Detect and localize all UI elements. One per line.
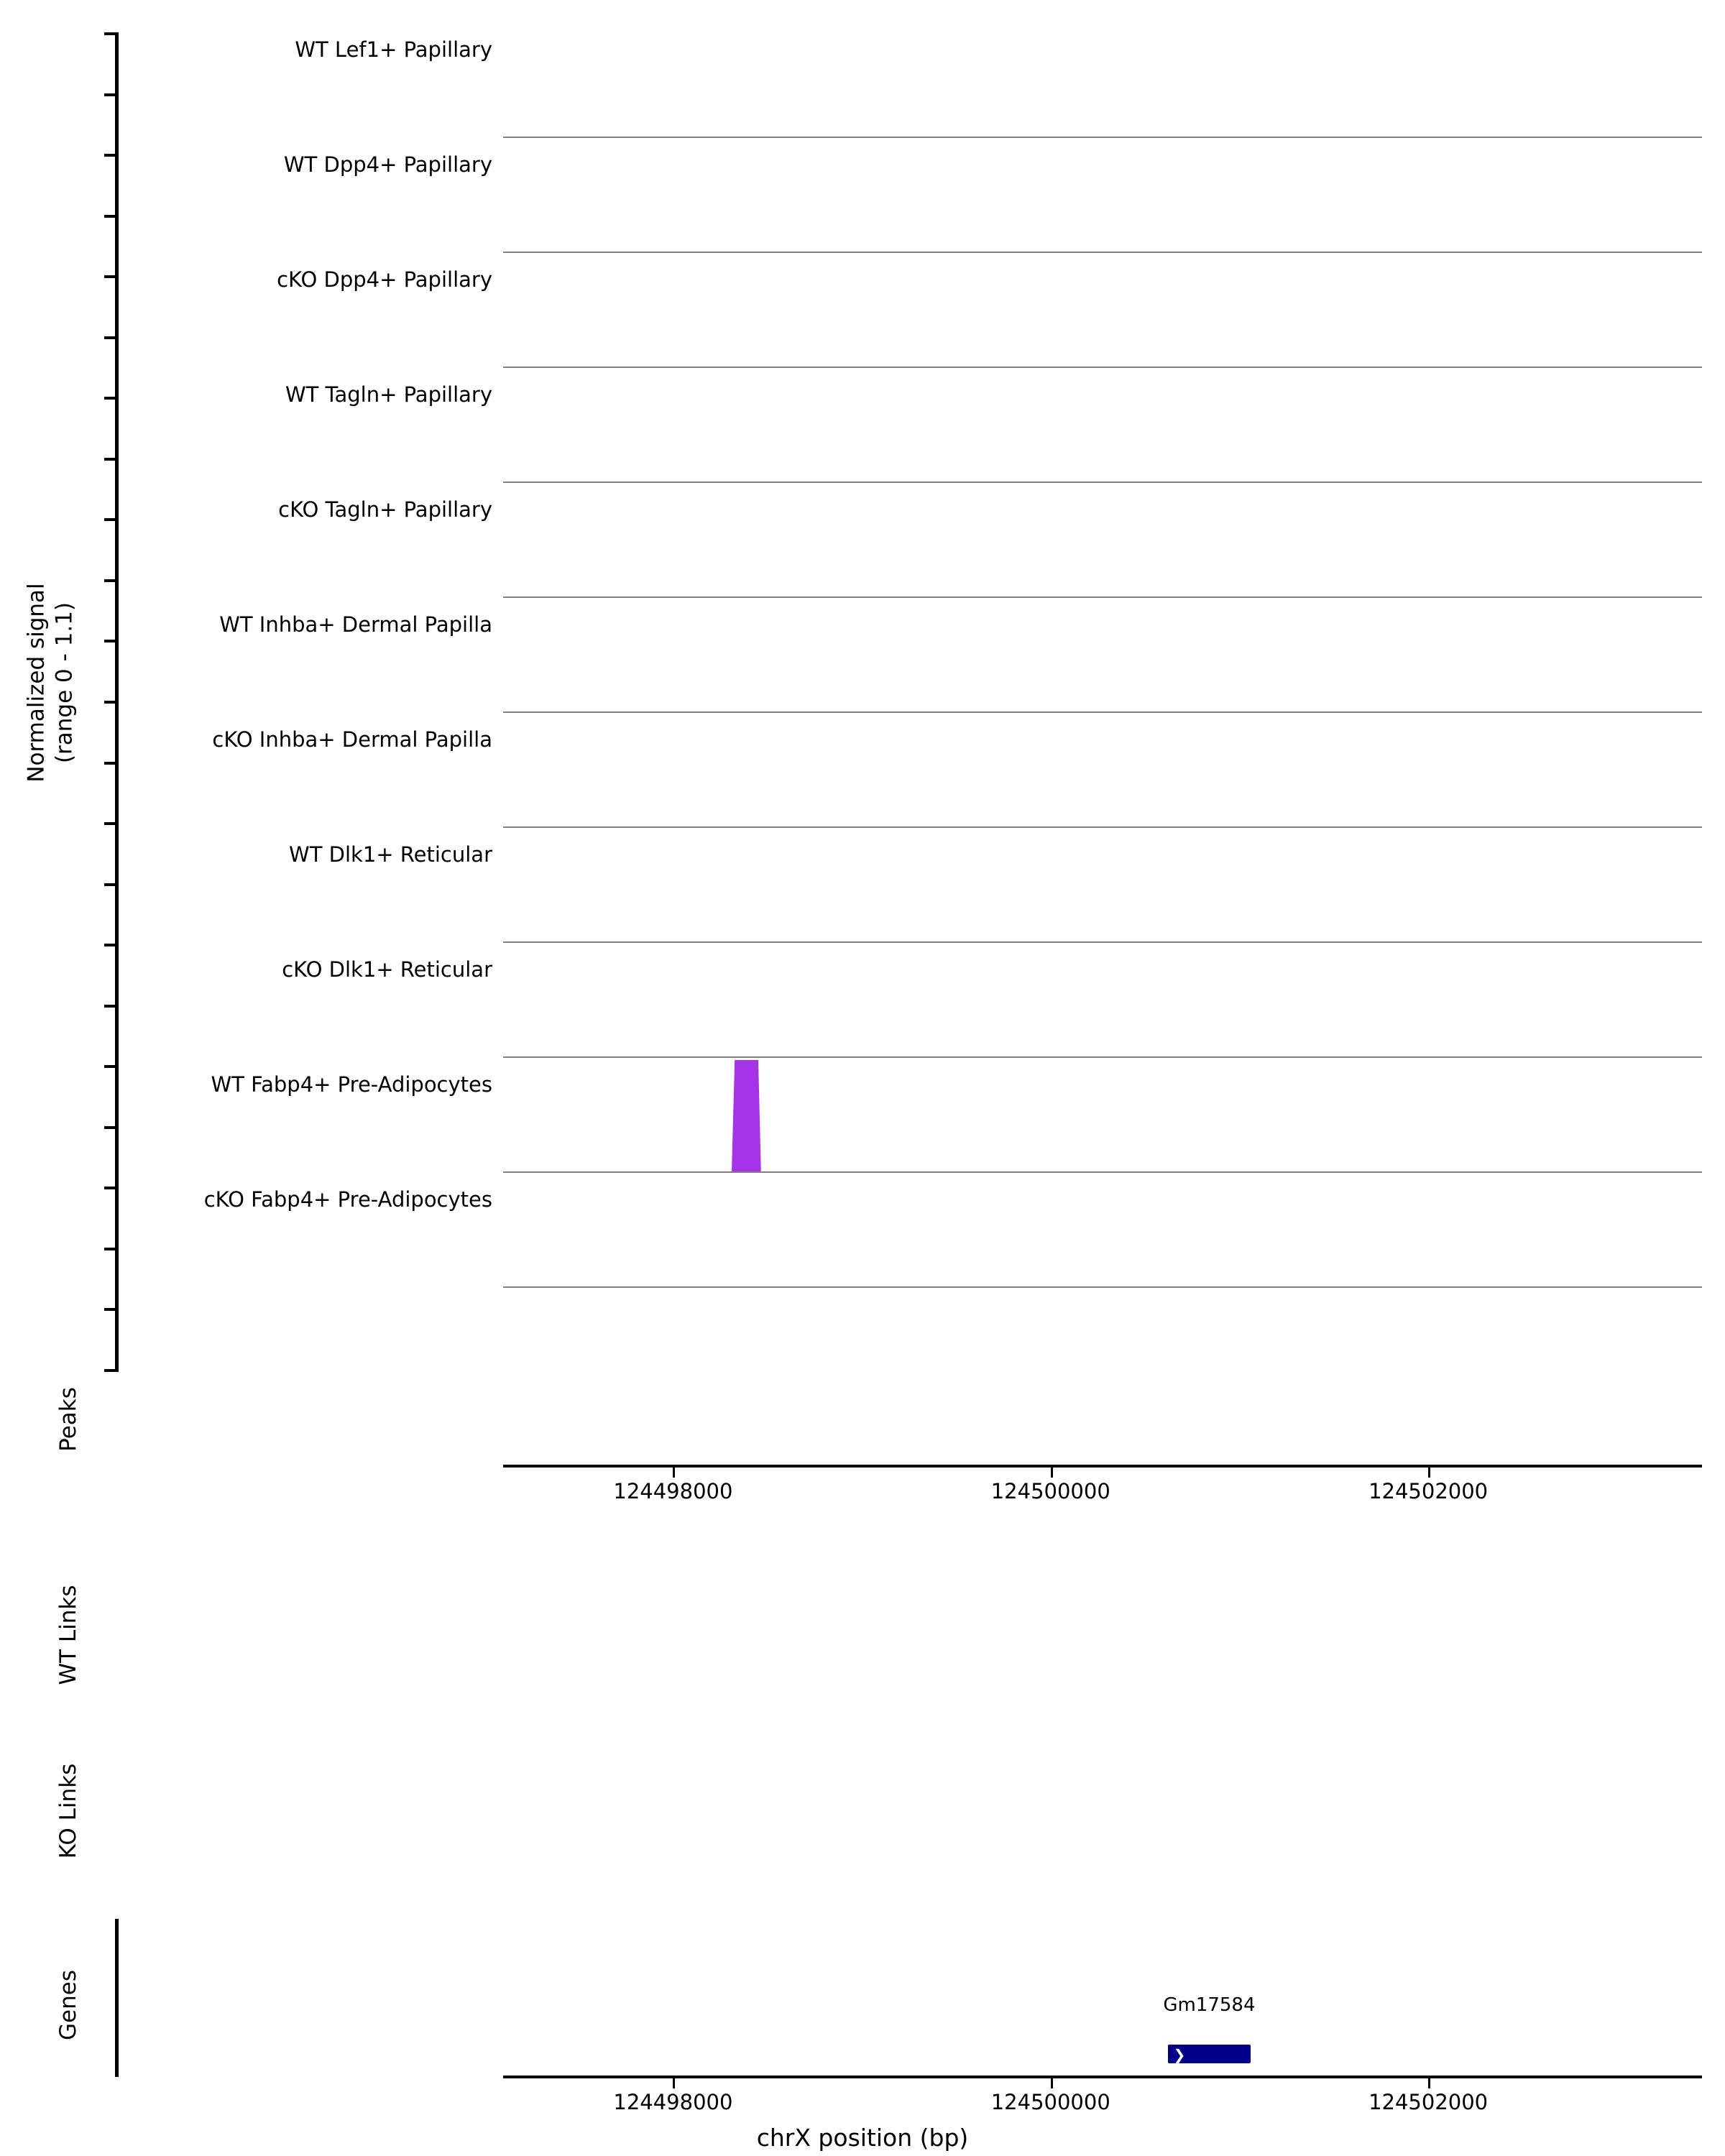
x-axis-tick-label: 124502000 — [1368, 1479, 1489, 1503]
y-axis-label — [22, 583, 78, 782]
track-baseline — [503, 482, 1702, 483]
x-axis-tick-label: 124500000 — [990, 1479, 1110, 1503]
x-axis-tick-label: 124502000 — [1368, 2090, 1489, 2114]
y-axis-tick — [104, 518, 119, 521]
y-axis-tick — [104, 1126, 119, 1129]
track-label: cKO Inhba+ Dermal Papilla — [212, 727, 492, 752]
track-label: cKO Dpp4+ Papillary — [277, 267, 492, 292]
y-axis-tick — [104, 1187, 119, 1189]
track-baseline — [503, 711, 1702, 713]
y-axis-tick — [104, 215, 119, 218]
y-axis-tick — [104, 822, 119, 825]
x-axis-title: chrX position (bp) — [756, 2124, 969, 2152]
x-axis-tick — [1051, 1468, 1053, 1478]
track-baseline — [503, 826, 1702, 828]
y-axis-tick — [104, 458, 119, 461]
y-axis-tick — [104, 640, 119, 642]
track-label: WT Lef1+ Papillary — [295, 37, 492, 62]
x-axis-tick — [1428, 1468, 1430, 1478]
gene-strand-marker: ❯ — [1173, 2046, 1186, 2063]
y-axis-tick — [104, 93, 119, 96]
track-label: WT Tagln+ Papillary — [285, 382, 492, 407]
y-axis-label-container — [22, 503, 79, 862]
track-baseline — [503, 137, 1702, 138]
track-label: WT Inhba+ Dermal Papilla — [219, 612, 492, 637]
x-axis-tick — [673, 1468, 675, 1478]
x-axis-tick-label: 124498000 — [613, 1479, 733, 1503]
y-axis-label-line1: Normalized signal — [23, 583, 50, 783]
section-label-ko-links: KO Links — [55, 1763, 81, 1859]
track-baseline — [503, 1056, 1702, 1058]
y-axis-tick — [104, 32, 119, 35]
genes-panel-axis-spine — [115, 1919, 119, 2077]
x-axis-tick — [1051, 2078, 1053, 2088]
x-axis-tick-label: 124500000 — [990, 2090, 1110, 2114]
y-axis-tick — [104, 883, 119, 886]
y-axis-tick — [104, 1308, 119, 1311]
gene-label: Gm17584 — [1163, 1994, 1256, 2016]
y-axis-tick — [104, 944, 119, 946]
section-label-wt-links: WT Links — [55, 1585, 81, 1685]
track-baseline — [503, 1286, 1702, 1288]
y-axis-tick — [104, 1369, 119, 1372]
y-axis-tick — [104, 1065, 119, 1068]
section-label-peaks: Peaks — [55, 1387, 81, 1452]
track-label: WT Dpp4+ Papillary — [283, 152, 492, 177]
y-axis-tick — [104, 1248, 119, 1250]
track-baseline — [503, 252, 1702, 253]
y-axis-tick — [104, 579, 119, 582]
section-label-genes: Genes — [55, 1970, 81, 2040]
track-baseline — [503, 596, 1702, 598]
x-axis-tick — [673, 2078, 675, 2088]
track-label: cKO Fabp4+ Pre-Adipocytes — [203, 1187, 492, 1212]
y-axis-tick — [104, 397, 119, 400]
y-axis-tick — [104, 275, 119, 278]
track-label: cKO Dlk1+ Reticular — [282, 957, 492, 982]
track-label: cKO Tagln+ Papillary — [278, 497, 492, 522]
y-axis-label-line2: (range 0 - 1.1) — [51, 602, 77, 764]
track-label: WT Dlk1+ Reticular — [289, 842, 492, 867]
track-label: WT Fabp4+ Pre-Adipocytes — [211, 1072, 492, 1097]
track-baseline — [503, 941, 1702, 943]
x-axis-tick — [1428, 2078, 1430, 2088]
y-axis-tick — [104, 336, 119, 339]
y-axis-tick — [104, 154, 119, 157]
x-axis-line — [503, 1465, 1702, 1468]
y-axis-tick — [104, 762, 119, 765]
track-baseline — [503, 1171, 1702, 1173]
y-axis-tick — [104, 1005, 119, 1008]
track-baseline — [503, 367, 1702, 368]
y-axis-tick — [104, 701, 119, 704]
x-axis-line — [503, 2076, 1702, 2078]
track-peak — [732, 1060, 762, 1171]
x-axis-tick-label: 124498000 — [613, 2090, 733, 2114]
